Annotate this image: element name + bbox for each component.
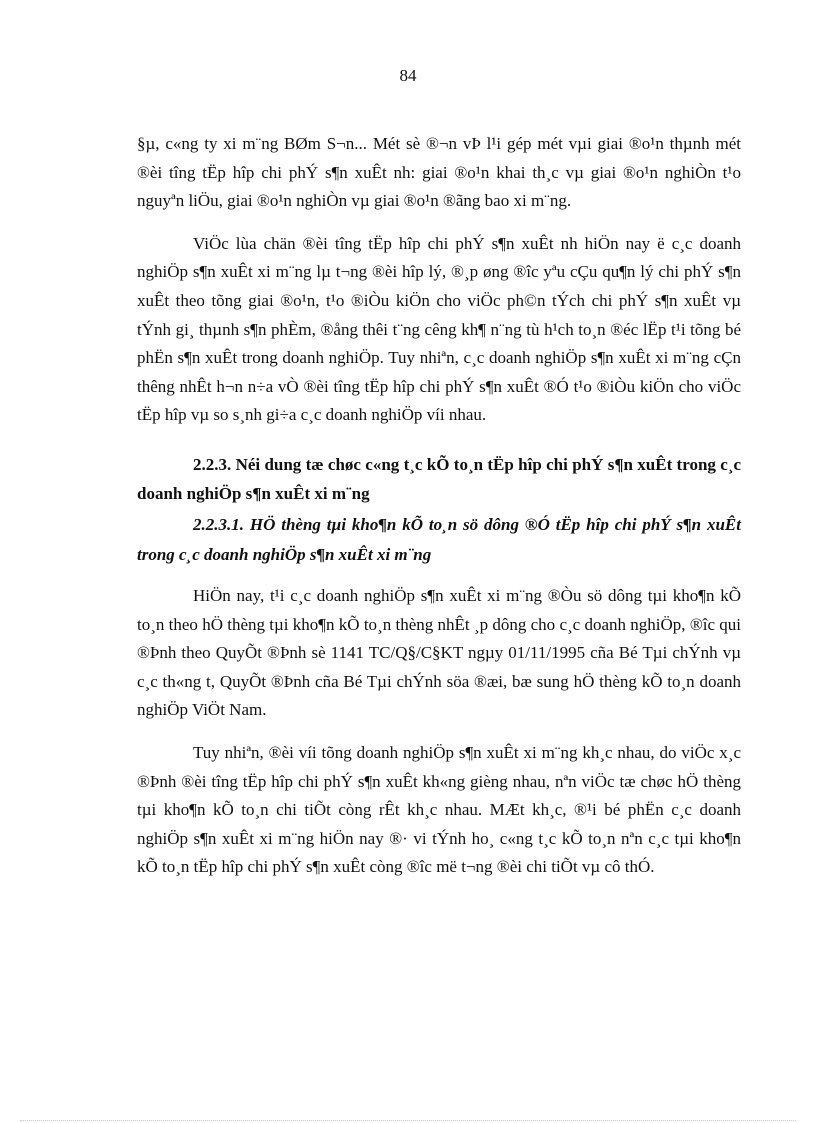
paragraph-detailed-accounts: Tuy nhiªn, ®èi víi tõng doanh nghiÖp s¶n xuÊt xi m¨ng kh¸c nhau, do viÖc x¸c ®Þnh ®èi tîng tËp hîp chi phÝ s¶n xuÊt kh«ng gièng nhau, nªn viÖc tæ chøc hÖ thèng tµi kho¶n kÕ to¸n chi tiÕt còng rÊt kh¸c nhau. MÆt kh¸c, ®¹i bé phËn c¸c doanh nghiÖp s¶n xuÊt xi m¨ng hiÖn nay ®· vi tÝnh ho¸ c«ng t¸c kÕ to¸n nªn c¸c tµi kho¶n kÕ to¸n tËp hîp chi phÝ s¶n xuÊt còng ®îc më t¬ng ®èi chi tiÕt vµ cô thÓ. — [137, 742, 741, 877]
document-body — [137, 130, 741, 896]
subsection-heading: 2.2.3.1. HÖ thèng tµi kho¶n kÕ to¸n sö dông ®Ó tËp hîp chi phÝ s¶n xuÊt trong c¸c doanh nghiÖp s¶n xuÊt xi m¨ng — [137, 514, 741, 564]
paragraph-continuation: §µ, c«ng ty xi m¨ng BØm S¬n... Mét sè ®¬n vÞ l¹i gép mét vµi giai ®o¹n thµnh mét ®èi tîng tËp hîp chi phÝ s¶n xuÊt nh: giai ®o¹n khai th¸c vµ giai ®o¹n nghiÒn t¹o nguyªn liÖu, giai ®o¹n nghiÒn vµ giai ®o¹n ®ãng bao xi m¨ng. — [137, 134, 741, 211]
paragraph-cost-object-selection: ViÖc lùa chän ®èi tîng tËp hîp chi phÝ s¶n xuÊt nh hiÖn nay ë c¸c doanh nghiÖp s¶n xuÊt xi m¨ng lµ t¬ng ®èi hîp lý, ®¸p øng ®îc yªu cÇu qu¶n lý chi phÝ s¶n xuÊt theo tõng giai ®o¹n, t¹o ®iÒu kiÖn cho viÖc ph©n tÝch chi phÝ s¶n xuÊt vµ tÝnh gi¸ thµnh s¶n phÈm, ®ång thêi t¨ng cêng kh¶ n¨ng tù h¹ch to¸n ®éc lËp t¹i tõng bé phËn s¶n xuÊt trong doanh nghiÖp. Tuy nhiªn, c¸c doanh nghiÖp s¶n xuÊt xi m¨ng cÇn thêng nhÊt h¬n n÷a vÒ ®èi tîng tËp hîp chi phÝ s¶n xuÊt ®Ó t¹o ®iÒu kiÖn cho viÖc tËp hîp vµ so s¸nh gi÷a c¸c doanh nghiÖp víi nhau. — [137, 233, 741, 425]
section-heading: 2.2.3. Néi dung tæ chøc c«ng t¸c kÕ to¸n tËp hîp chi phÝ s¶n xuÊt trong c¸c doanh nghiÖp s¶n xuÊt xi m¨ng — [137, 454, 741, 503]
paragraph-account-system: HiÖn nay, t¹i c¸c doanh nghiÖp s¶n xuÊt xi m¨ng ®Òu sö dông tµi kho¶n kÕ to¸n theo hÖ thèng tµi kho¶n kÕ to¸n thèng nhÊt ¸p dông cho c¸c doanh nghiÖp, ®îc qui ®Þnh theo QuyÕt ®Þnh sè 1141 TC/Q§/C§KT ngµy 01/11/1995 cña Bé Tµi chÝnh vµ c¸c th«ng t, QuyÕt ®Þnh cña Bé Tµi chÝnh söa ®æi, bæ sung hÖ thèng kÕ to¸n doanh nghiÖp ViÖt Nam. — [137, 585, 741, 720]
page-bottom-divider — [20, 1120, 796, 1121]
page-number: 84 — [399, 66, 417, 85]
